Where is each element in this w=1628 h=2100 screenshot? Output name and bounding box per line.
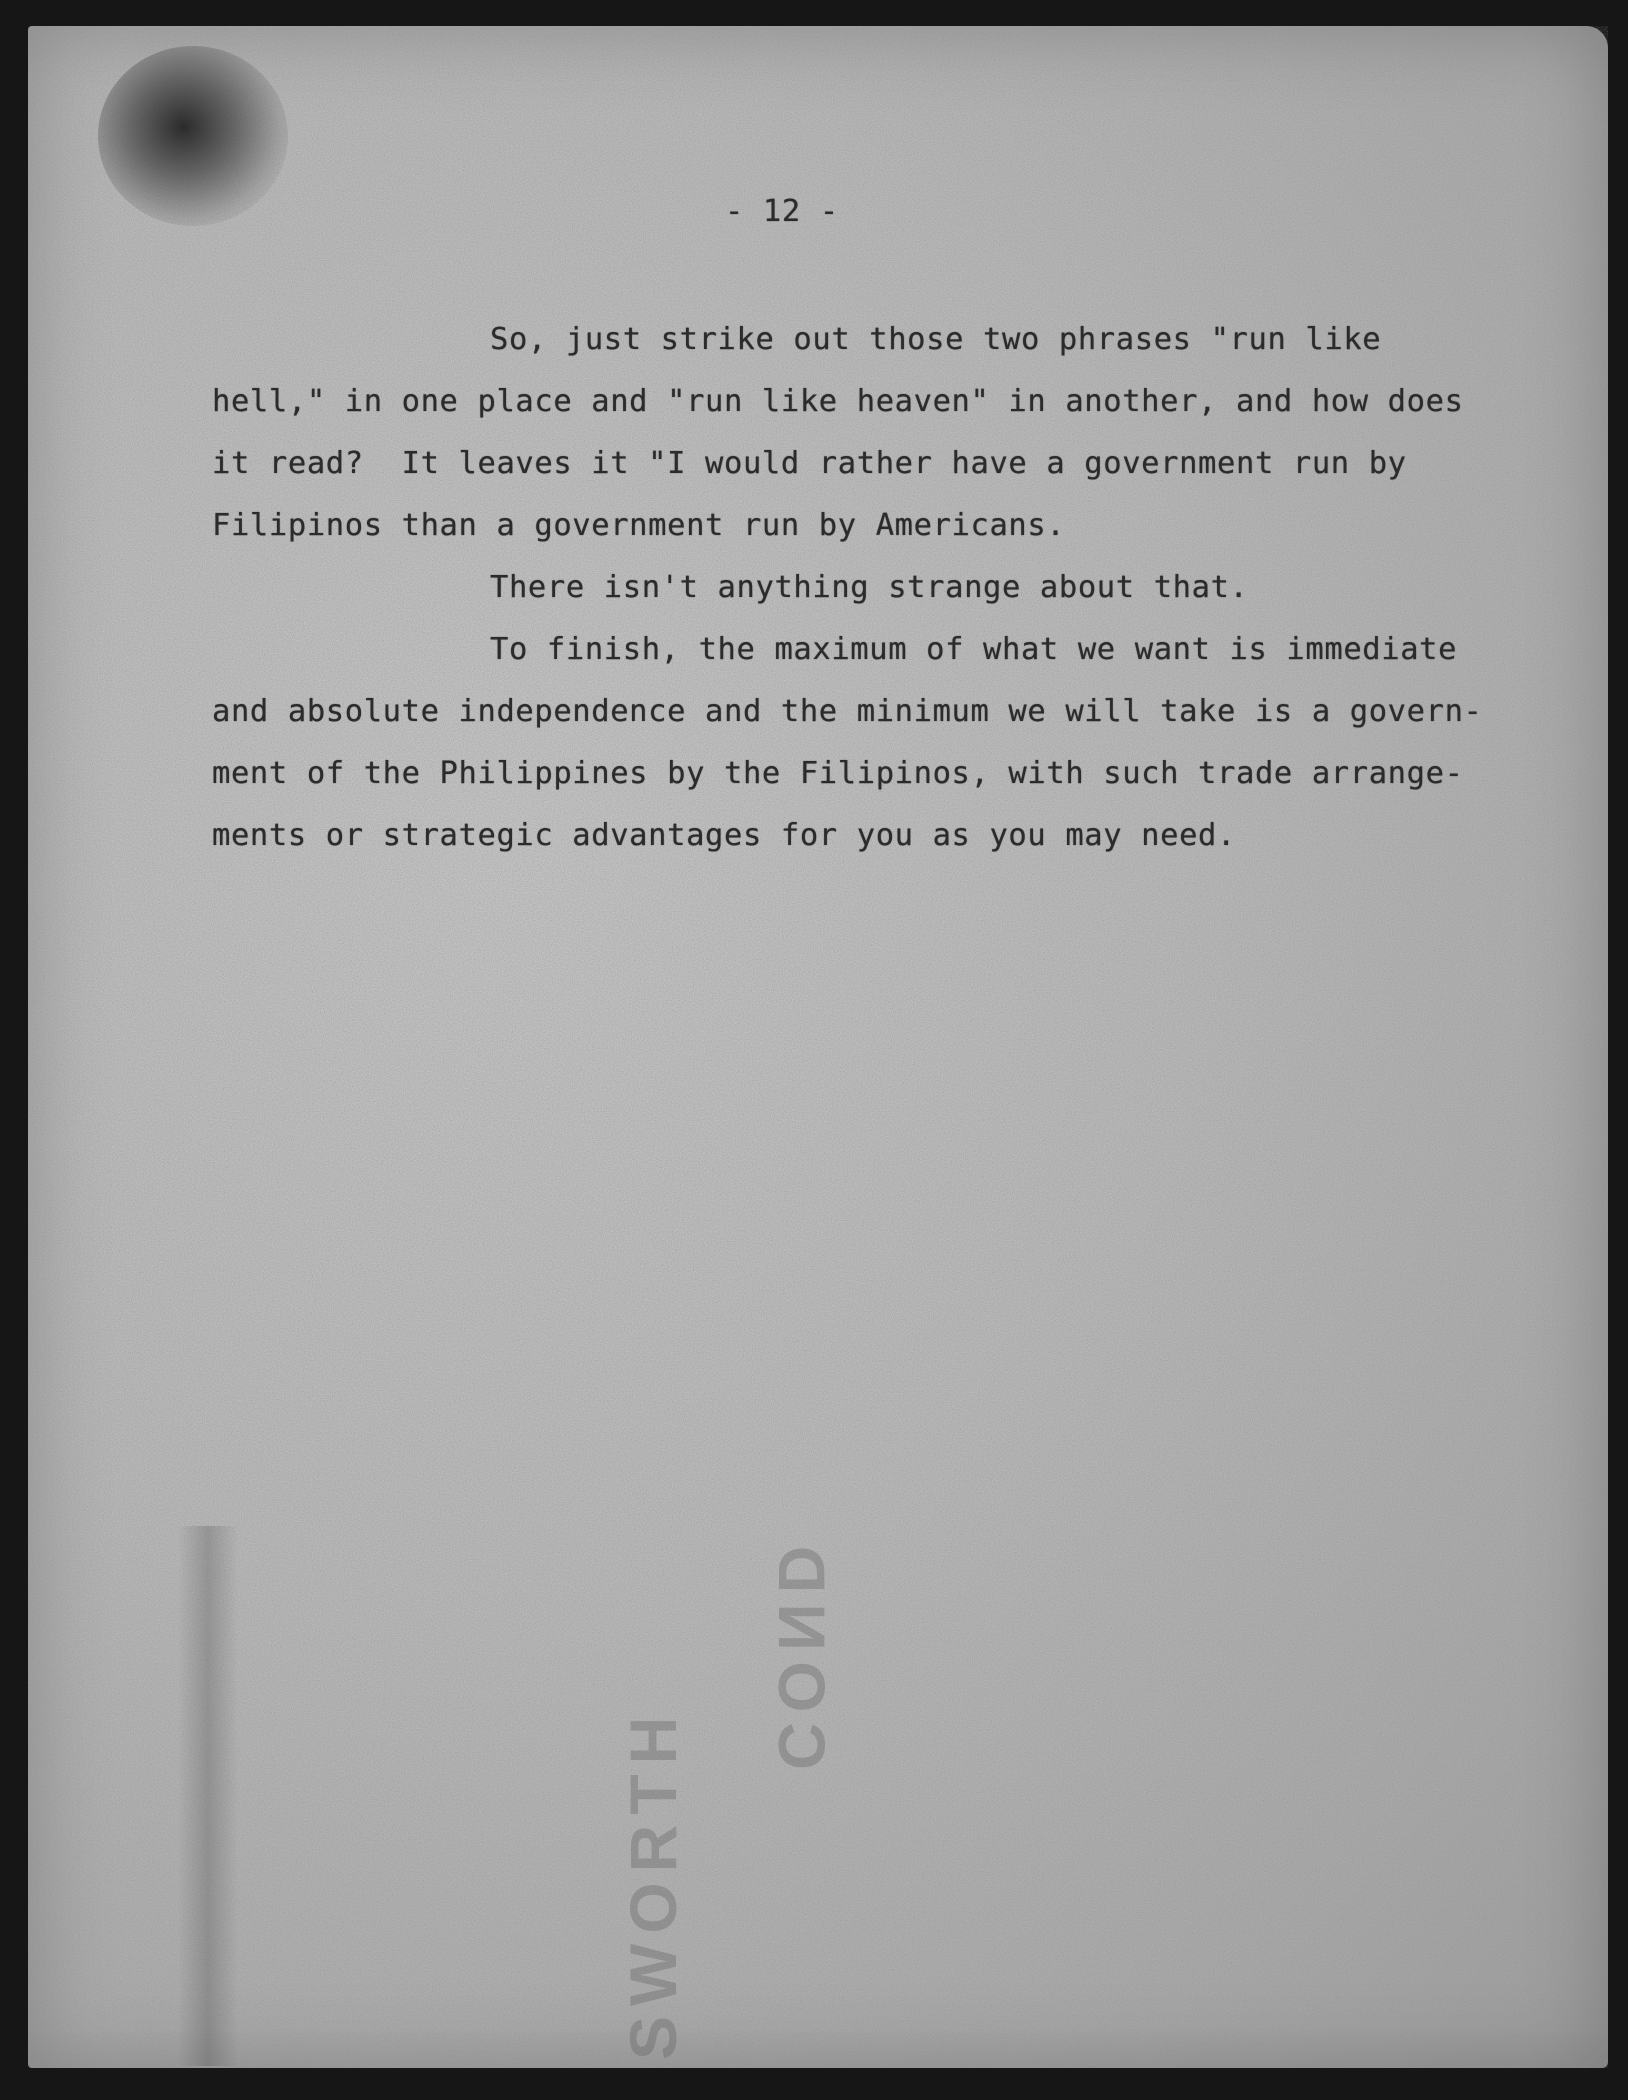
- body-line-9: ments or strategic advantages for you as you may need.: [212, 818, 1236, 853]
- body-line-7: and absolute independence and the minimum we will take is a govern-: [212, 694, 1483, 729]
- page-number: - 12 -: [725, 194, 839, 229]
- paper-shadow: [178, 1526, 238, 2066]
- ink-stain: [98, 46, 288, 226]
- body-line-1: So, just strike out those two phrases "run like: [490, 322, 1382, 357]
- body-line-4: Filipinos than a government run by Americans.: [212, 508, 1066, 543]
- body-line-8: ment of the Philippines by the Filipinos, with such trade arrange-: [212, 756, 1464, 791]
- body-line-2: hell," in one place and "run like heaven" in another, and how does: [212, 384, 1464, 419]
- body-line-6: To finish, the maximum of what we want is immediate: [490, 632, 1458, 667]
- body-line-3: it read? It leaves it "I would rather have a government run by: [212, 446, 1407, 481]
- watermark-stamp-secondary: COND: [765, 1535, 839, 1770]
- body-line-5: There isn't anything strange about that.: [490, 570, 1249, 605]
- watermark-stamp: SWORTH: [616, 1706, 690, 2060]
